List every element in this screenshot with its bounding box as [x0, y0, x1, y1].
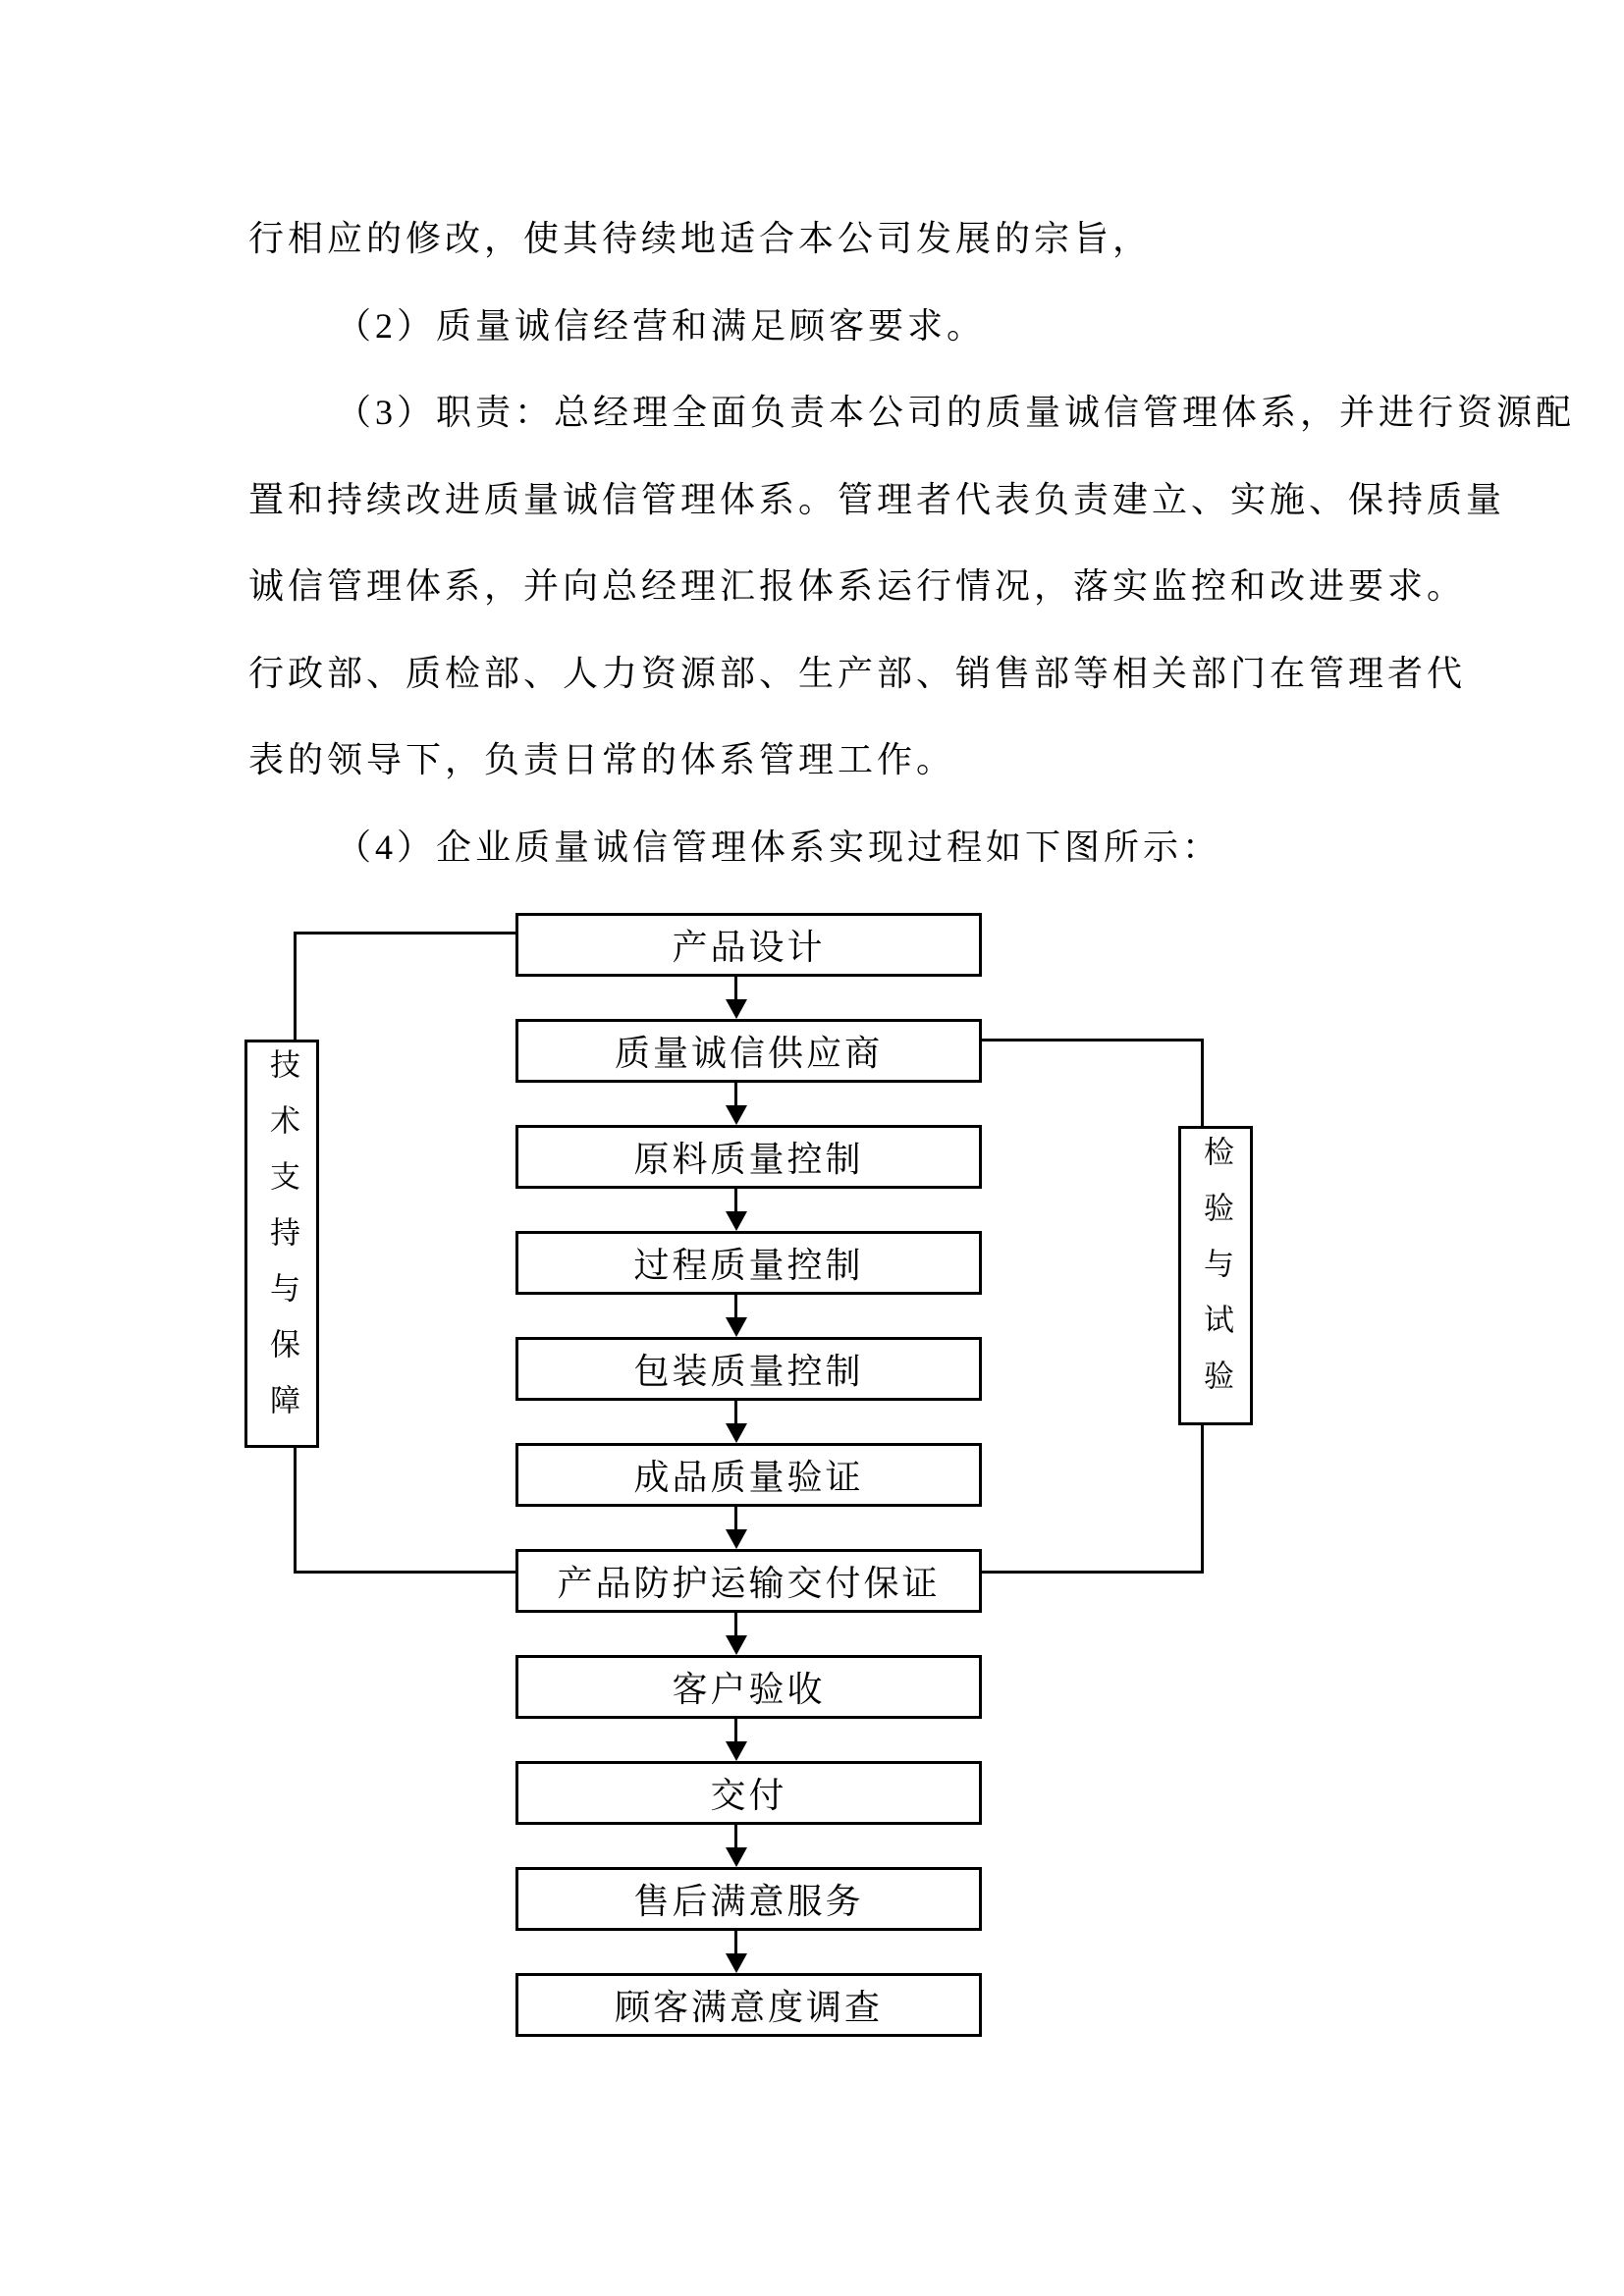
- arrow-head: [726, 1423, 747, 1443]
- arrow-head: [726, 1529, 747, 1549]
- arrow-shaft: [734, 1507, 737, 1531]
- arrow-shaft: [734, 1295, 737, 1319]
- arrow-shaft: [734, 1825, 737, 1849]
- connector-left-bottom-h: [294, 1571, 515, 1574]
- tech-support-label: 技术支持与保障: [265, 1047, 299, 1440]
- text-line-4: 置和持续改进质量诚信管理体系。管理者代表负责建立、实施、保持质量: [248, 479, 1506, 519]
- inspection-test-label: 检验与试验: [1199, 1136, 1233, 1415]
- arrow-head: [726, 1635, 747, 1655]
- arrow-head: [726, 1317, 747, 1337]
- flow-box-process-qc: 过程质量控制: [515, 1231, 982, 1295]
- flow-box-product-design: 产品设计: [515, 913, 982, 977]
- arrow-shaft: [734, 1401, 737, 1425]
- text-line-7: 表的领导下，负责日常的体系管理工作。: [248, 740, 956, 779]
- text-line-8: （4）企业质量诚信管理体系实现过程如下图所示：: [336, 827, 1222, 867]
- arrow-head: [726, 999, 747, 1019]
- connector-right-bottom-h: [982, 1571, 1204, 1574]
- arrow-shaft: [734, 1931, 737, 1955]
- connector-right-bottom-v: [1201, 1425, 1204, 1574]
- arrow-head: [726, 1105, 747, 1125]
- arrow-shaft: [734, 1613, 737, 1637]
- text-line-1: 行相应的修改，使其待续地适合本公司发展的宗旨，: [248, 219, 1153, 258]
- arrow-shaft: [734, 1719, 737, 1743]
- text-line-3: （3）职责：总经理全面负责本公司的质量诚信管理体系，并进行资源配: [336, 393, 1576, 432]
- flow-box-delivery: 交付: [515, 1761, 982, 1825]
- connector-right-top-h: [982, 1039, 1204, 1041]
- text-line-5: 诚信管理体系，并向总经理汇报体系运行情况，落实监控和改进要求。: [248, 566, 1467, 606]
- flow-box-inspection-test: [1178, 1126, 1253, 1425]
- text-line-2: （2）质量诚信经营和满足顾客要求。: [336, 305, 987, 346]
- flow-box-protection-transport-delivery: 产品防护运输交付保证: [515, 1549, 982, 1613]
- arrow-shaft: [734, 1189, 737, 1213]
- text-line-6: 行政部、质检部、人力资源部、生产部、销售部等相关部门在管理者代: [248, 653, 1467, 693]
- connector-right-top-v: [1201, 1039, 1204, 1126]
- flow-box-customer-acceptance: 客户验收: [515, 1655, 982, 1719]
- flow-box-packaging-qc: 包装质量控制: [515, 1337, 982, 1401]
- connector-left-top-v: [294, 932, 297, 1040]
- flow-box-raw-material-qc: 原料质量控制: [515, 1125, 982, 1189]
- connector-left-bottom-v: [294, 1448, 297, 1574]
- arrow-shaft: [734, 977, 737, 1001]
- flow-box-satisfaction-survey: 顾客满意度调查: [515, 1973, 982, 2037]
- flow-box-quality-supplier: 质量诚信供应商: [515, 1019, 982, 1083]
- arrow-head: [726, 1741, 747, 1761]
- flow-box-finished-product-verification: 成品质量验证: [515, 1443, 982, 1507]
- arrow-head: [726, 1211, 747, 1231]
- connector-left-top-h: [295, 932, 515, 934]
- flow-box-after-sales-service: 售后满意服务: [515, 1867, 982, 1931]
- arrow-shaft: [734, 1083, 737, 1107]
- flow-box-tech-support: [244, 1040, 319, 1448]
- arrow-head: [726, 1953, 747, 1973]
- arrow-head: [726, 1847, 747, 1867]
